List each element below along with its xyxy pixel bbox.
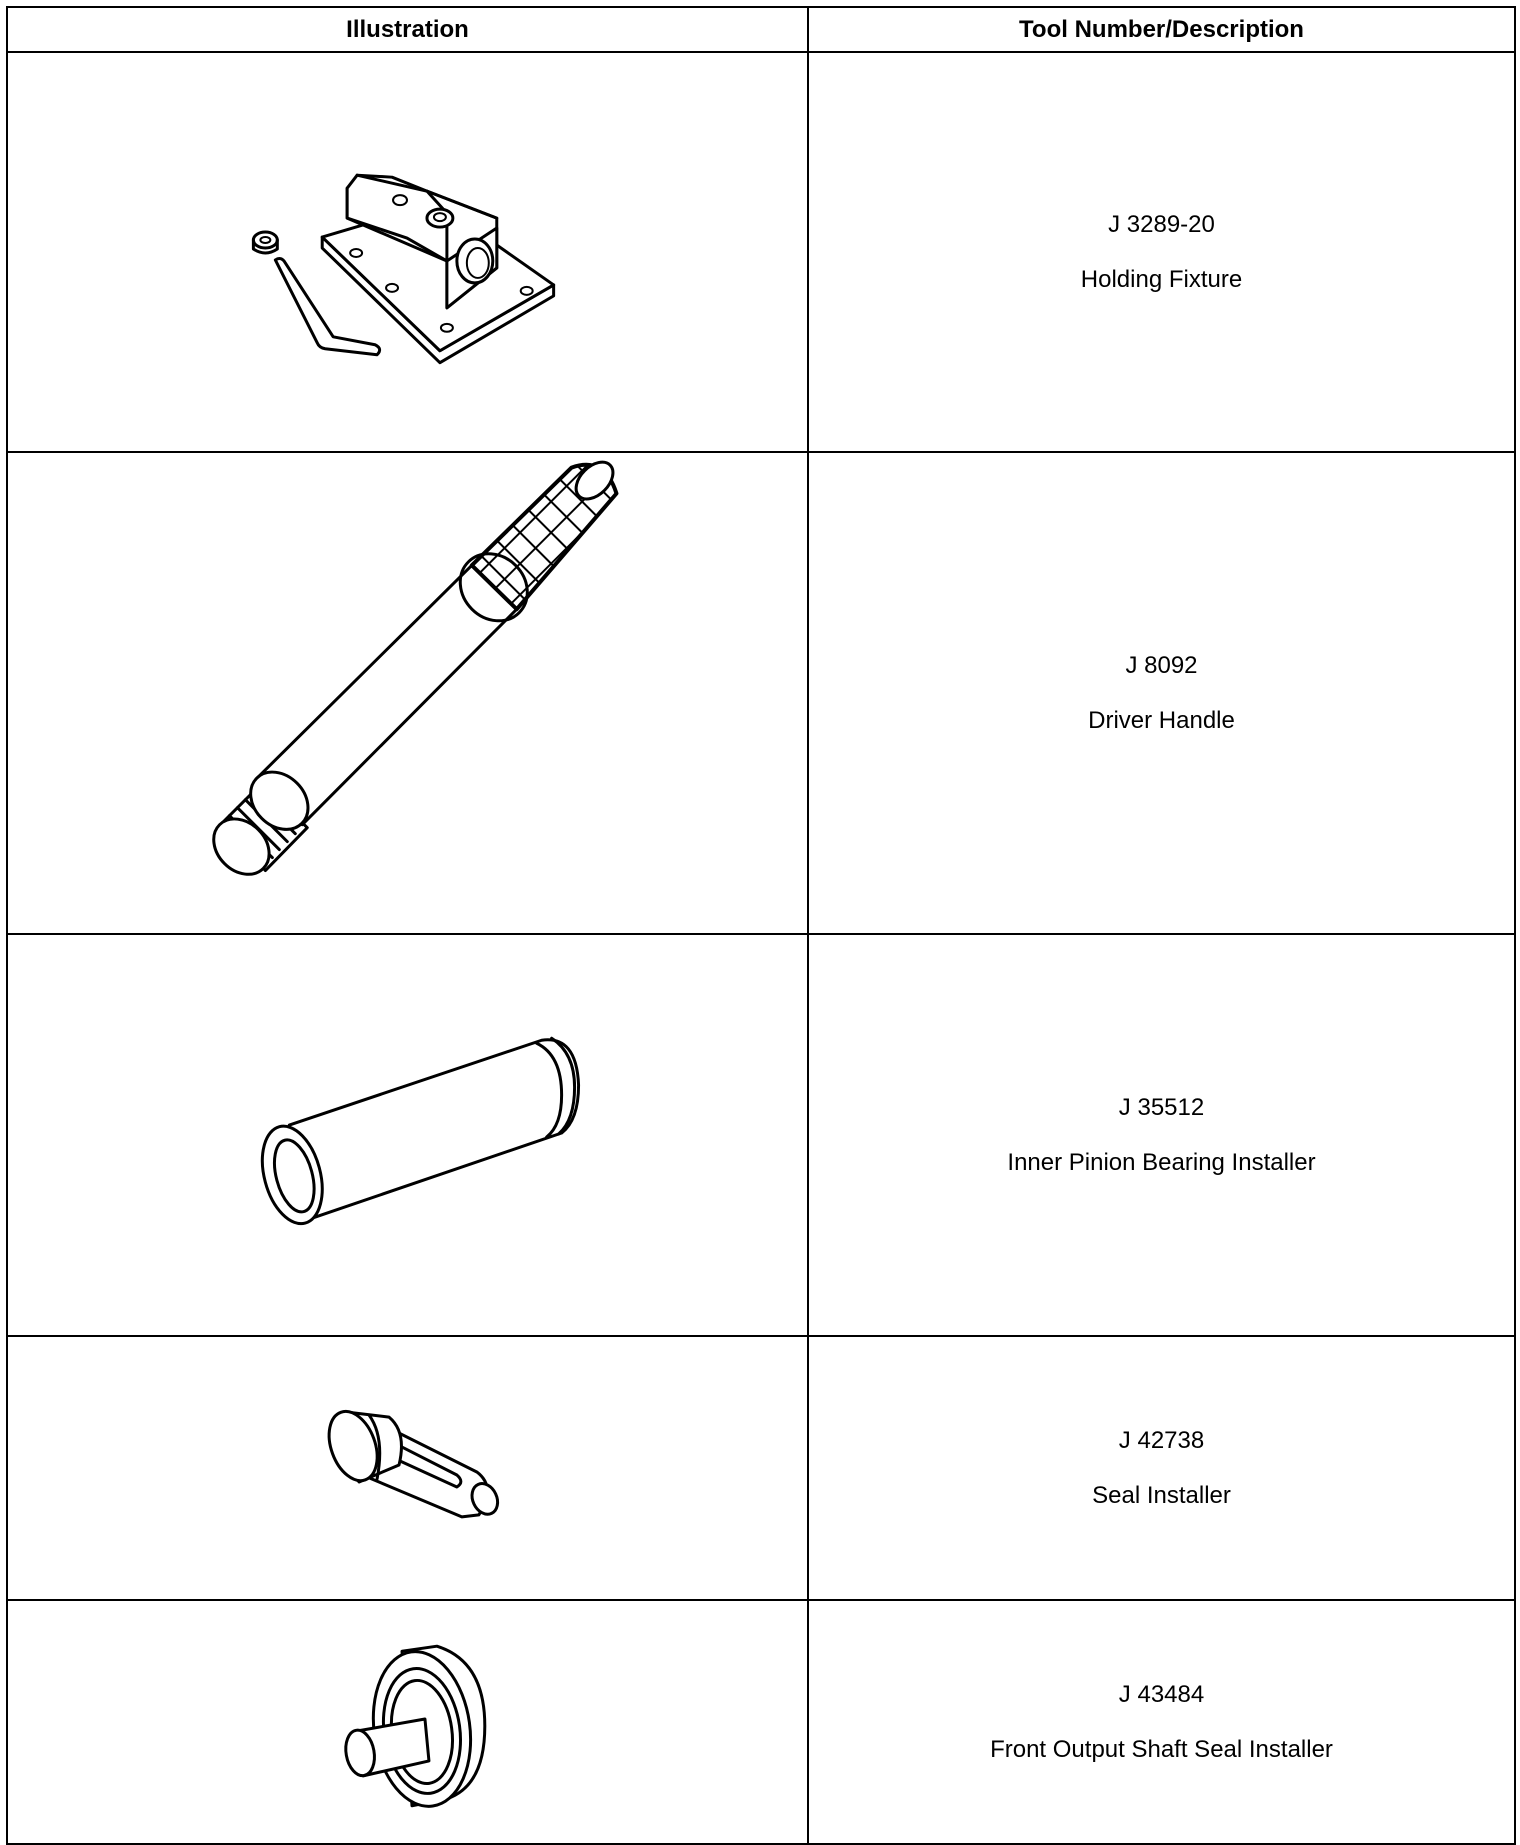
tool-column-header: Tool Number/Description bbox=[808, 7, 1515, 52]
tool-number: J 42738 bbox=[1118, 1426, 1205, 1454]
illustration-cell bbox=[7, 452, 808, 934]
table-header-row bbox=[7, 7, 1515, 52]
illustration-cell bbox=[7, 934, 808, 1336]
illustration-cell bbox=[7, 52, 808, 452]
tool-description: Inner Pinion Bearing Installer bbox=[1007, 1148, 1316, 1176]
illustration-cell bbox=[7, 1600, 808, 1844]
tool-description-cell bbox=[808, 52, 1515, 452]
tool-number: J 43484 bbox=[1118, 1680, 1205, 1708]
shaft-seal-installer-illustration bbox=[8, 1601, 807, 1843]
driver-handle-illustration bbox=[8, 453, 807, 933]
tool-description-cell bbox=[808, 1336, 1515, 1600]
tool-description: Driver Handle bbox=[1088, 706, 1235, 734]
tool-description: Seal Installer bbox=[1092, 1481, 1231, 1509]
table-row bbox=[7, 452, 1515, 934]
tool-description-cell bbox=[808, 1600, 1515, 1844]
table-row bbox=[7, 1336, 1515, 1600]
table-row bbox=[7, 934, 1515, 1336]
tool-description: Holding Fixture bbox=[1080, 265, 1243, 293]
bearing-installer-illustration bbox=[8, 935, 807, 1335]
table-row bbox=[7, 1600, 1515, 1844]
table-row bbox=[7, 52, 1515, 452]
special-tools-table bbox=[6, 6, 1516, 1845]
illustration-column-header: Illustration bbox=[7, 7, 808, 52]
tool-number: J 35512 bbox=[1118, 1093, 1205, 1121]
seal-installer-illustration bbox=[8, 1337, 807, 1599]
illustration-cell bbox=[7, 1336, 808, 1600]
tool-description: Front Output Shaft Seal Installer bbox=[990, 1735, 1333, 1763]
tool-description-cell bbox=[808, 934, 1515, 1336]
holding-fixture-illustration bbox=[8, 53, 807, 451]
tool-number: J 8092 bbox=[1125, 651, 1198, 679]
tool-number: J 3289-20 bbox=[1108, 210, 1215, 238]
tool-description-cell bbox=[808, 452, 1515, 934]
